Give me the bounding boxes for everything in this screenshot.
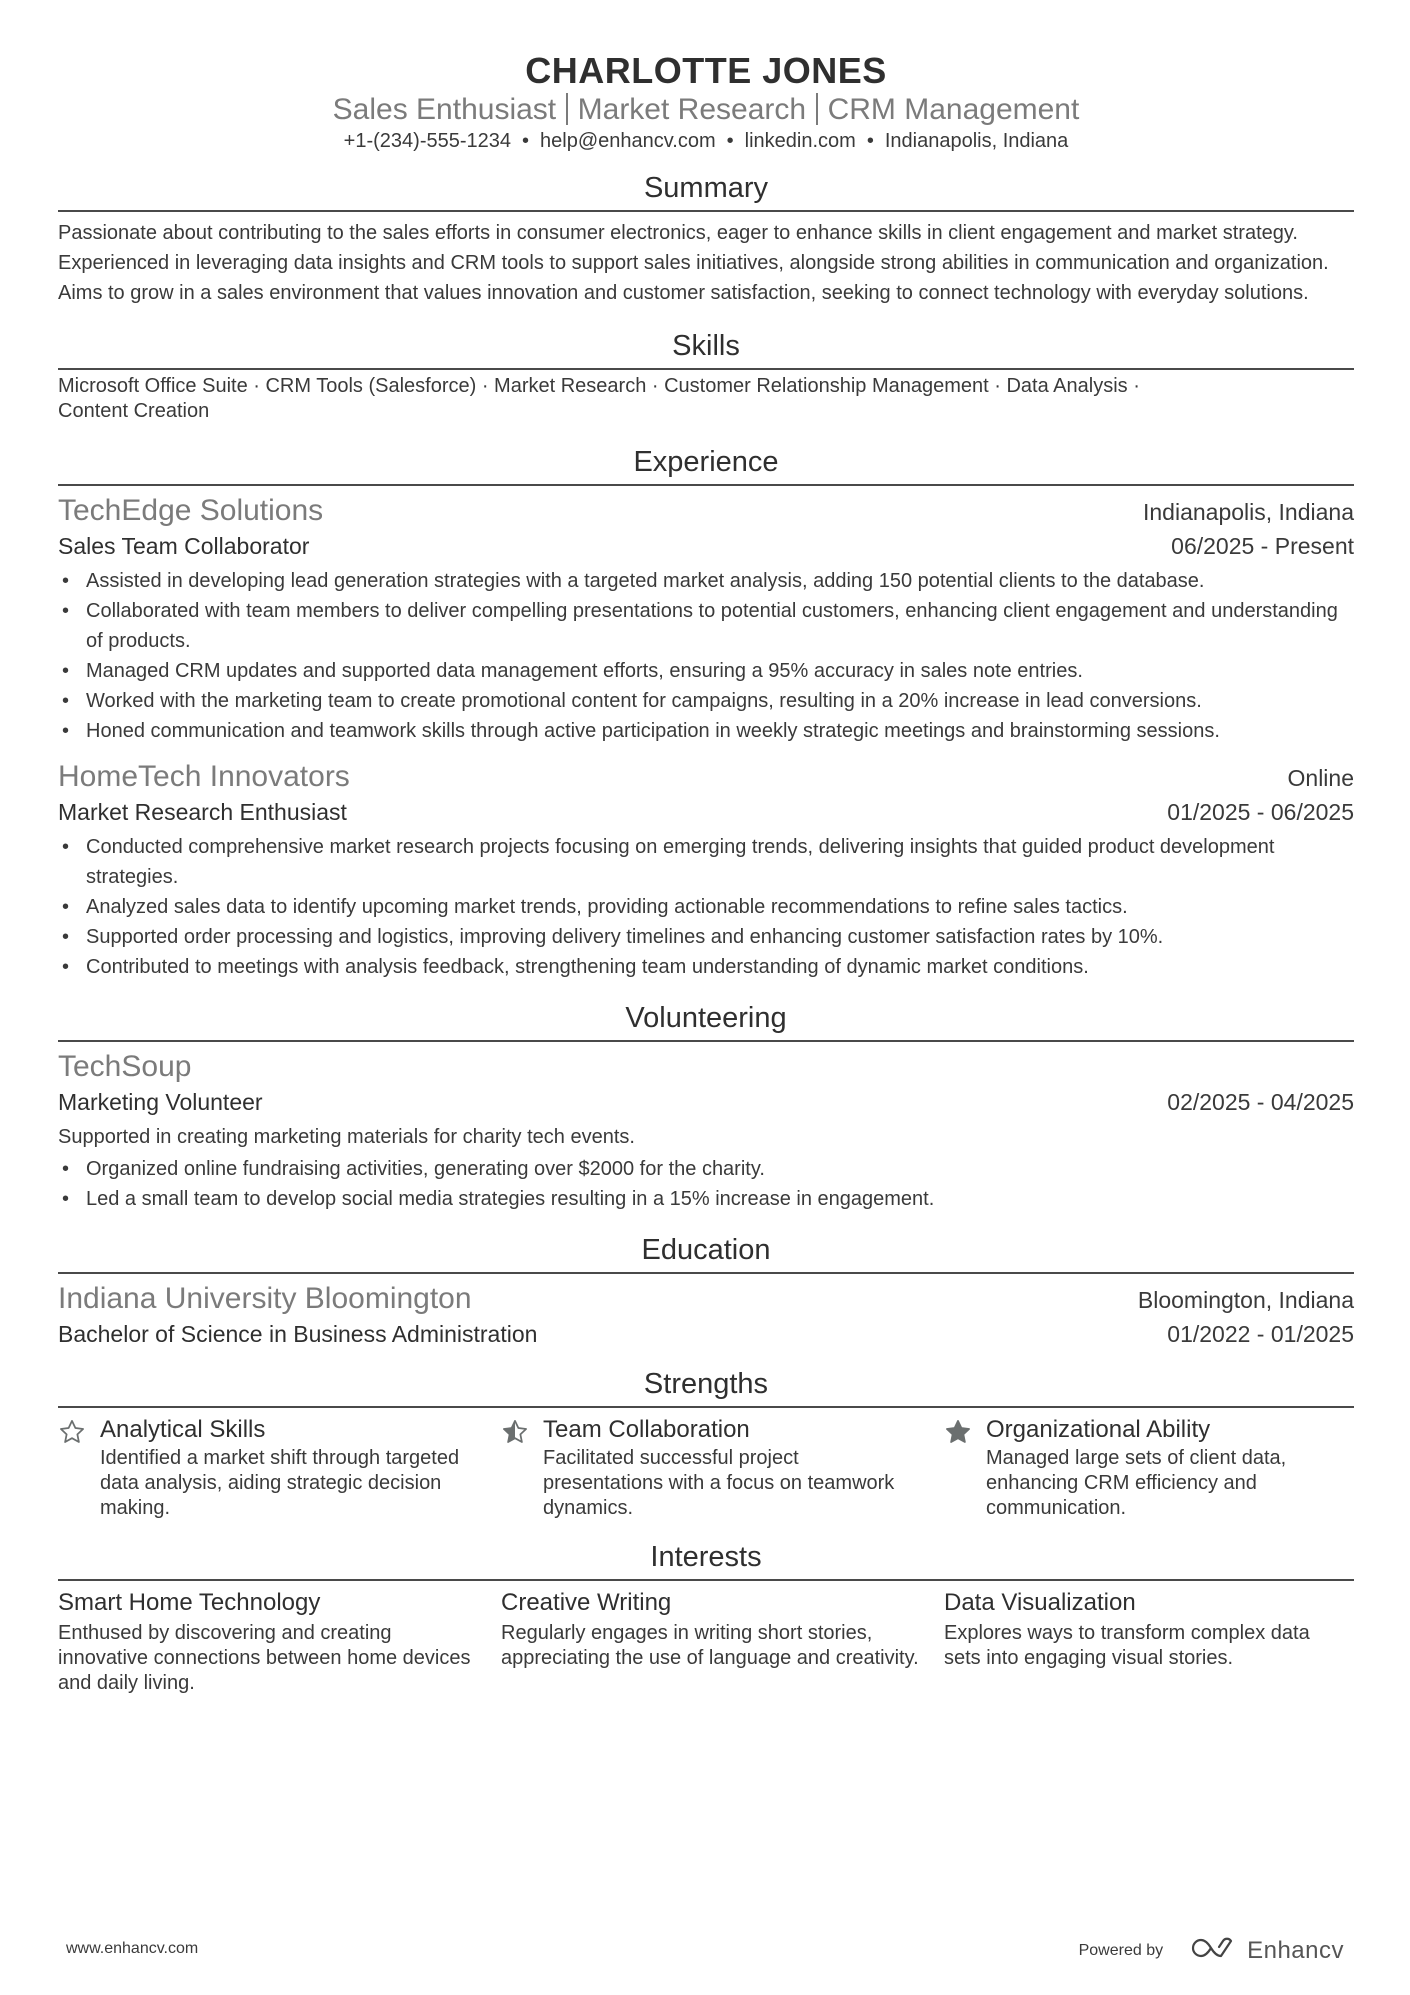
section-heading: Education <box>58 1232 1354 1274</box>
enhancv-brand-name: Enhancv <box>1247 1936 1344 1964</box>
volunteering-section <box>58 1000 1354 1214</box>
achievement-list <box>58 1154 1354 1214</box>
interest-item <box>501 1587 944 1696</box>
job-dates: 01/2025 - 06/2025 <box>1167 799 1354 825</box>
title-part: Sales Enthusiast <box>332 93 557 126</box>
separator-dot: • <box>522 130 530 152</box>
interests-section <box>58 1539 1354 1696</box>
interest-item <box>58 1587 501 1696</box>
strength-item <box>501 1414 944 1521</box>
job-location: Online <box>1287 765 1354 791</box>
interest-description: Regularly engages in writing short stories, appreciating the use of language and creativity. <box>501 1622 919 1669</box>
interest-description: Explores ways to transform complex data sets into engaging visual stories. <box>944 1622 1310 1669</box>
page-footer <box>0 1935 1410 1965</box>
powered-by-label: Powered by <box>1078 1941 1164 1959</box>
title-part: Market Research <box>577 93 807 126</box>
experience-section <box>58 444 1354 982</box>
candidate-title <box>58 92 1354 128</box>
achievement-item: • Contributed to meetings with analysis feedback, strengthening team understanding of dynamic market conditions. <box>58 952 1354 982</box>
job-location: Indianapolis, Indiana <box>1143 499 1354 525</box>
section-heading: Skills <box>58 328 1354 370</box>
achievement-item: • Managed CRM updates and supported data management efforts, ensuring a 95% accuracy in sales note entries. <box>58 656 1354 686</box>
volunteer-dates: 02/2025 - 04/2025 <box>1167 1089 1354 1115</box>
school-name: Indiana University Bloomington <box>58 1282 472 1315</box>
job-title: Market Research Enthusiast <box>58 799 347 825</box>
skills-list-line: Content Creation <box>58 400 210 422</box>
volunteer-role: Marketing Volunteer <box>58 1089 263 1115</box>
degree: Bachelor of Science in Business Administration <box>58 1321 538 1347</box>
achievement-item: • Led a small team to develop social media strategies resulting in a 15% increase in engagement. <box>58 1184 1354 1214</box>
experience-entry <box>58 492 1354 746</box>
education-section <box>58 1232 1354 1350</box>
strength-title: Team Collaboration <box>543 1416 750 1443</box>
interest-item <box>944 1587 1354 1696</box>
achievement-item: • Organized online fundraising activities, generating over $2000 for the charity. <box>58 1154 1354 1184</box>
achievement-item: • Worked with the marketing team to create promotional content for campaigns, resulting in a 20% increase in lead conversions. <box>58 686 1354 716</box>
title-part: CRM Management <box>827 93 1080 126</box>
interest-description: Enthused by discovering and creating innovative connections between home devices and daily living. <box>58 1622 471 1694</box>
company-name: HomeTech Innovators <box>58 760 350 793</box>
section-heading: Experience <box>58 444 1354 486</box>
footer-website-link[interactable]: www.enhancv.com <box>66 1940 199 1957</box>
summary-text: Passionate about contributing to the sales efforts in consumer electronics, eager to enhance skills in client engagement and market strategy. Experienced in leveraging data insights and CRM tools to support sales initiatives, alongside strong abilities in communication and organization. Aims to grow in a sales environment that values innovation and customer satisfaction, seeking to connect technology with everyday solutions. <box>58 222 1329 304</box>
skills-list-line: Microsoft Office Suite · CRM Tools (Salesforce) · Market Research · Customer Relationship Management · Data Analysis · <box>58 375 1140 397</box>
achievement-item: • Supported order processing and logistics, improving delivery timelines and enhancing customer satisfaction rates by 10%. <box>58 922 1354 952</box>
education-dates: 01/2022 - 01/2025 <box>1167 1321 1354 1347</box>
achievement-item: • Assisted in developing lead generation strategies with a targeted market analysis, adding 150 potential clients to the database. <box>58 566 1354 596</box>
volunteer-description: Supported in creating marketing materials for charity tech events. <box>58 1126 635 1148</box>
achievement-list <box>58 566 1354 746</box>
star-filled-icon <box>944 1414 986 1521</box>
phone: +1-(234)-555-1234 <box>343 130 512 152</box>
strengths-section <box>58 1366 1354 1521</box>
job-title: Sales Team Collaborator <box>58 533 310 559</box>
powered-by <box>1079 1935 1344 1966</box>
section-heading: Summary <box>58 170 1354 212</box>
resume-header <box>58 0 1354 154</box>
location: Indianapolis, Indiana <box>884 130 1069 152</box>
interest-title: Smart Home Technology <box>58 1589 321 1616</box>
star-half-icon <box>501 1414 543 1521</box>
strength-description: Identified a market shift through targeted data analysis, aiding strategic decision making. <box>100 1447 460 1519</box>
resume-page <box>58 0 1354 1696</box>
achievement-list <box>58 832 1354 982</box>
separator-dot: • <box>726 130 734 152</box>
job-dates: 06/2025 - Present <box>1171 533 1354 559</box>
strength-title: Analytical Skills <box>100 1416 266 1443</box>
strength-item <box>58 1414 501 1521</box>
achievement-item: • Honed communication and teamwork skills through active participation in weekly strategic meetings and brainstorming sessions. <box>58 716 1354 746</box>
school-location: Bloomington, Indiana <box>1137 1287 1354 1313</box>
achievement-item: • Analyzed sales data to identify upcoming market trends, providing actionable recommendations to refine sales tactics. <box>58 892 1354 922</box>
star-outline-icon <box>58 1414 100 1521</box>
section-heading: Strengths <box>58 1366 1354 1408</box>
strength-description: Managed large sets of client data, enhancing CRM efficiency and communication. <box>986 1447 1287 1519</box>
summary-section <box>58 170 1354 308</box>
title-divider <box>816 93 818 125</box>
title-divider <box>566 93 568 125</box>
interest-title: Data Visualization <box>944 1589 1136 1616</box>
skills-section <box>58 328 1354 424</box>
contact-line <box>58 128 1354 154</box>
interest-title: Creative Writing <box>501 1589 672 1616</box>
separator-dot: • <box>866 130 874 152</box>
education-entry <box>58 1280 1354 1350</box>
section-heading: Volunteering <box>58 1000 1354 1042</box>
experience-entry <box>58 758 1354 982</box>
strength-title: Organizational Ability <box>986 1416 1211 1443</box>
strength-description: Facilitated successful project presentations with a focus on teamwork dynamics. <box>543 1447 895 1519</box>
achievement-item: • Collaborated with team members to deliver compelling presentations to potential customers, enhancing client engagement and understanding of products. <box>58 596 1354 656</box>
volunteering-entry <box>58 1048 1354 1214</box>
enhancv-logo-icon <box>1191 1935 1239 1966</box>
section-heading: Interests <box>58 1539 1354 1581</box>
organization-name: TechSoup <box>58 1050 192 1083</box>
company-name: TechEdge Solutions <box>58 494 324 527</box>
achievement-item: • Conducted comprehensive market research projects focusing on emerging trends, delivering insights that guided product development strategies. <box>58 832 1354 892</box>
candidate-name: CHARLOTTE JONES <box>525 50 887 91</box>
strength-item <box>944 1414 1354 1521</box>
linkedin-link[interactable]: linkedin.com <box>744 130 856 152</box>
email-link[interactable]: help@enhancv.com <box>540 130 716 152</box>
